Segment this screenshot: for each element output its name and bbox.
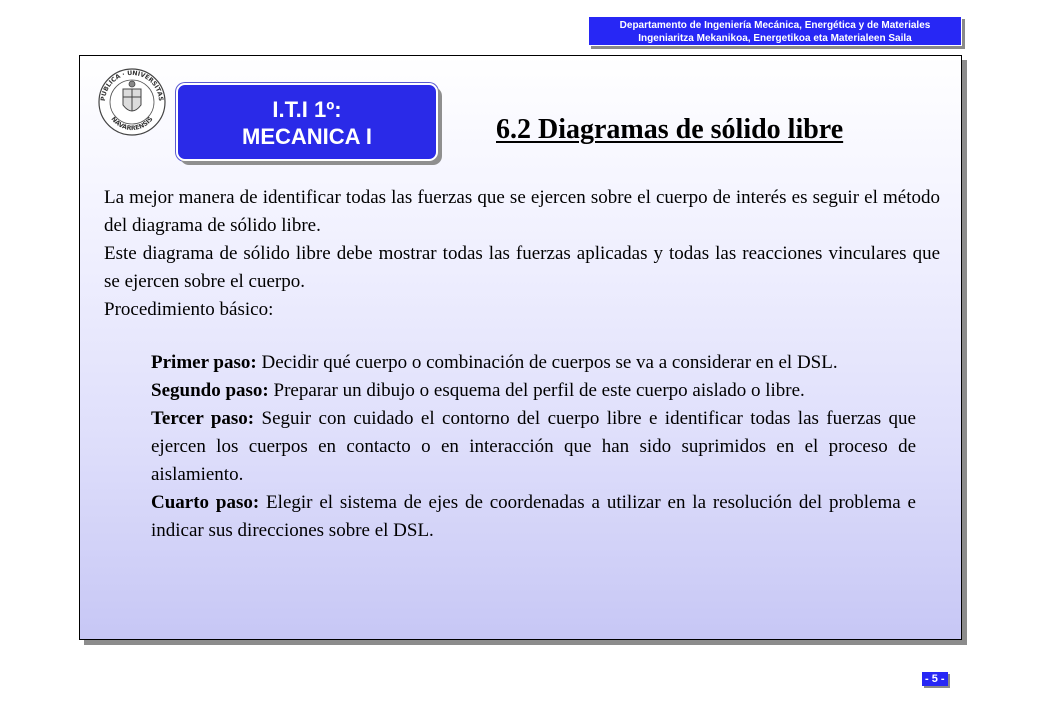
department-banner — [588, 16, 962, 46]
department-name-es: Departamento de Ingeniería Mecánica, Energética y de Materiales — [619, 20, 931, 31]
page-number: - 5 - — [922, 672, 948, 686]
step-item — [151, 377, 916, 405]
svg-text:PUBLICA · UNIVERSITAS: PUBLICA · UNIVERSITAS — [99, 69, 165, 102]
course-badge — [176, 83, 438, 161]
course-name: MECANICA I — [242, 124, 372, 149]
step-label: Cuarto paso: — [151, 492, 260, 513]
step-text: Seguir con cuidado el contorno del cuerpo libre e identificar todas las fuerzas que ejercen los cuerpos en contacto o en interacción que han sido suprimidos en el proceso de aislamiento. — [151, 408, 916, 485]
intro-paragraph: La mejor manera de identificar todas las fuerzas que se ejercen sobre el cuerpo de interés es seguir el método del diagrama de sólido libre. — [104, 187, 940, 236]
svg-text:NAVARRENSIS: NAVARRENSIS — [109, 115, 155, 133]
step-label: Tercer paso: — [151, 408, 255, 429]
intro-paragraph: Este diagrama de sólido libre debe mostrar todas las fuerzas aplicadas y todas las reacciones vinculares que se ejercen sobre el cuerpo. — [104, 243, 940, 292]
course-code: I.T.I 1º: — [272, 97, 342, 122]
step-item — [151, 405, 916, 489]
university-seal-icon — [97, 67, 167, 137]
step-item — [151, 349, 916, 377]
step-text: Elegir el sistema de ejes de coordenadas a utilizar en la resolución del problema e indicar sus direcciones sobre el DSL. — [151, 492, 916, 541]
procedure-heading: Procedimiento básico: — [104, 299, 274, 320]
step-label: Primer paso: — [151, 352, 257, 373]
step-label: Segundo paso: — [151, 380, 269, 401]
step-text: Preparar un dibujo o esquema del perfil de este cuerpo aislado o libre. — [268, 380, 805, 401]
page-title: 6.2 Diagramas de sólido libre — [496, 114, 844, 145]
steps-list — [151, 349, 916, 545]
department-name-eu: Ingeniaritza Mekanikoa, Energetikoa eta Materialeen Saila — [638, 33, 912, 44]
step-item — [151, 489, 916, 545]
intro-text — [104, 184, 940, 324]
step-text: Decidir qué cuerpo o combinación de cuerpos se va a considerar en el DSL. — [256, 352, 838, 373]
